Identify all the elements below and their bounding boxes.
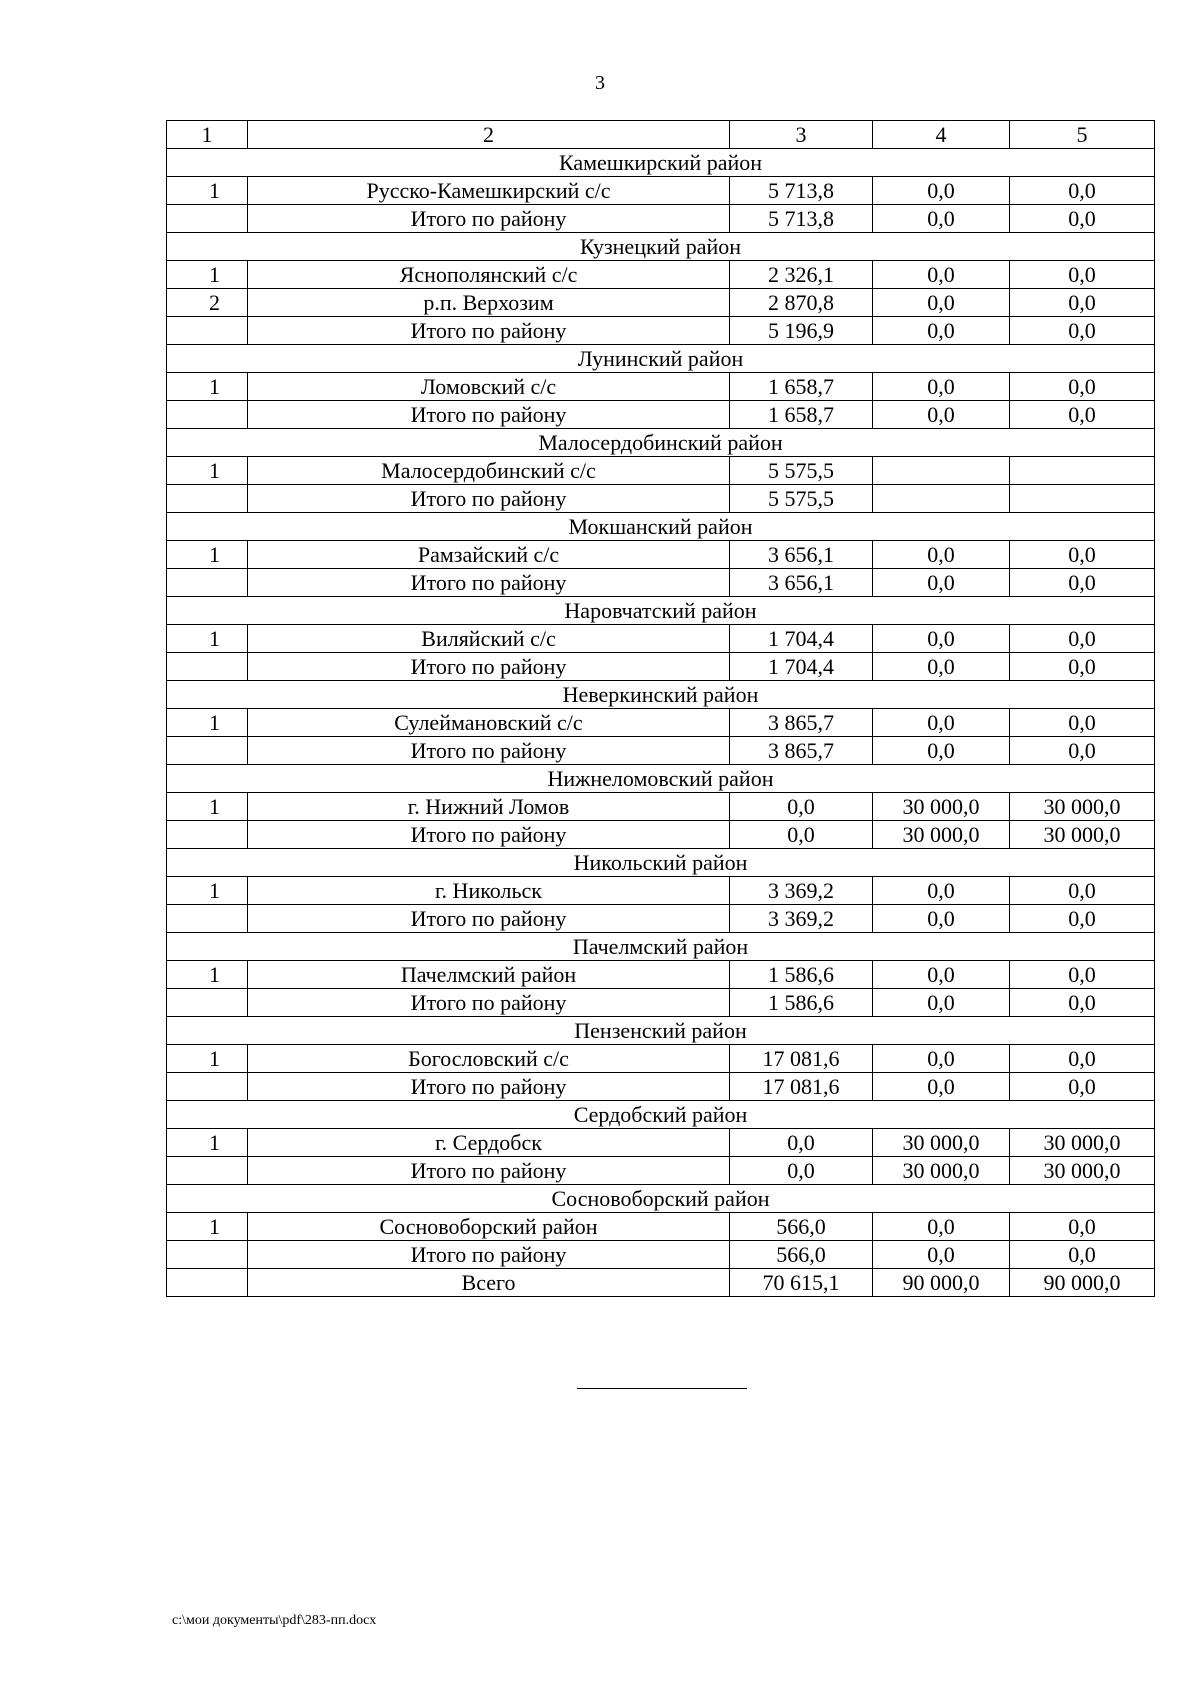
row-number-cell: 1: [167, 457, 248, 485]
value-cell-col5: 0,0: [1010, 1213, 1155, 1241]
value-cell-col3: 5 196,9: [730, 317, 873, 345]
value-cell-col5: 0,0: [1010, 709, 1155, 737]
table-row: [167, 625, 1155, 653]
row-number-cell: [167, 317, 248, 345]
subtotal-row: [167, 485, 1155, 513]
value-cell-col5: 30 000,0: [1010, 821, 1155, 849]
district-heading: Сердобский район: [167, 1101, 1155, 1129]
header-row: [167, 121, 1155, 149]
subtotal-row: [167, 989, 1155, 1017]
table-row: [167, 961, 1155, 989]
value-cell-col5: 30 000,0: [1010, 1129, 1155, 1157]
subtotal-row: [167, 569, 1155, 597]
value-cell-col3: 5 575,5: [730, 485, 873, 513]
row-number-cell: 1: [167, 1045, 248, 1073]
district-heading: Мокшанский район: [167, 513, 1155, 541]
row-name-cell: Рамзайский с/с: [248, 541, 730, 569]
value-cell-col5: 0,0: [1010, 401, 1155, 429]
table-row: [167, 1045, 1155, 1073]
value-cell-col3: 1 586,6: [730, 961, 873, 989]
row-number-cell: 1: [167, 541, 248, 569]
row-number-cell: [167, 569, 248, 597]
value-cell-col3: 566,0: [730, 1213, 873, 1241]
value-cell-col3: 3 865,7: [730, 737, 873, 765]
row-number-cell: 1: [167, 1213, 248, 1241]
row-name-cell: Богословский с/с: [248, 1045, 730, 1073]
value-cell-col5: 0,0: [1010, 1045, 1155, 1073]
value-cell-col5: 0,0: [1010, 961, 1155, 989]
value-cell-col5: 0,0: [1010, 261, 1155, 289]
row-number-cell: [167, 905, 248, 933]
row-name-cell: Итого по району: [248, 1157, 730, 1185]
district-heading: Лунинский район: [167, 345, 1155, 373]
row-name-cell: Итого по району: [248, 205, 730, 233]
value-cell-col5: 0,0: [1010, 177, 1155, 205]
district-heading: Неверкинский район: [167, 681, 1155, 709]
value-cell-col4: 0,0: [873, 709, 1010, 737]
district-heading: Кузнецкий район: [167, 233, 1155, 261]
value-cell-col4: [873, 485, 1010, 513]
value-cell-col3: 1 704,4: [730, 625, 873, 653]
row-number-cell: [167, 205, 248, 233]
value-cell-col3: 1 704,4: [730, 653, 873, 681]
row-name-cell: Итого по району: [248, 485, 730, 513]
value-cell-col3: 1 586,6: [730, 989, 873, 1017]
value-cell-col3: 0,0: [730, 1157, 873, 1185]
row-name-cell: Яснополянский с/с: [248, 261, 730, 289]
district-heading: Наровчатский район: [167, 597, 1155, 625]
row-number-cell: 1: [167, 709, 248, 737]
value-cell-col4: 0,0: [873, 961, 1010, 989]
value-cell-col4: 30 000,0: [873, 821, 1010, 849]
row-number-cell: 1: [167, 373, 248, 401]
value-cell-col5: 30 000,0: [1010, 793, 1155, 821]
row-name-cell: г. Сердобск: [248, 1129, 730, 1157]
value-cell-col3: 0,0: [730, 793, 873, 821]
value-cell-col4: 0,0: [873, 541, 1010, 569]
row-number-cell: 1: [167, 261, 248, 289]
row-name-cell: Итого по району: [248, 821, 730, 849]
row-number-cell: [167, 1157, 248, 1185]
row-name-cell: Итого по району: [248, 989, 730, 1017]
value-cell-col5: [1010, 485, 1155, 513]
value-cell-col5: 0,0: [1010, 541, 1155, 569]
district-heading-row: [167, 513, 1155, 541]
value-cell-col4: 0,0: [873, 905, 1010, 933]
row-name-cell: г. Никольск: [248, 877, 730, 905]
value-cell-col4: 0,0: [873, 177, 1010, 205]
value-cell-col4: [873, 457, 1010, 485]
row-name-cell: Итого по району: [248, 317, 730, 345]
subtotal-row: [167, 905, 1155, 933]
row-number-cell: 1: [167, 877, 248, 905]
subtotal-row: [167, 205, 1155, 233]
subtotal-row: [167, 401, 1155, 429]
row-name-cell: Малосердобинский с/с: [248, 457, 730, 485]
district-heading: Камешкирский район: [167, 149, 1155, 177]
value-cell-col3: 3 369,2: [730, 877, 873, 905]
district-heading: Нижнеломовский район: [167, 765, 1155, 793]
value-cell-col4: 30 000,0: [873, 1157, 1010, 1185]
value-cell-col5: 0,0: [1010, 989, 1155, 1017]
row-name-cell: р.п. Верхозим: [248, 289, 730, 317]
footer-file-path: c:\мои документы\pdf\283-пп.docx: [172, 1613, 377, 1628]
table-row: [167, 793, 1155, 821]
row-name-cell: Итого по району: [248, 1073, 730, 1101]
subtotal-row: [167, 821, 1155, 849]
row-name-cell: Итого по району: [248, 737, 730, 765]
value-cell-col4: 0,0: [873, 1045, 1010, 1073]
value-cell-col3: 17 081,6: [730, 1045, 873, 1073]
row-number-cell: [167, 737, 248, 765]
value-cell-col5: 0,0: [1010, 1073, 1155, 1101]
value-cell-col5: 0,0: [1010, 317, 1155, 345]
table-row: [167, 1129, 1155, 1157]
value-cell-col3: 1 658,7: [730, 373, 873, 401]
row-name-cell: Итого по району: [248, 569, 730, 597]
value-cell-col4: 90 000,0: [873, 1269, 1010, 1297]
value-cell-col5: 90 000,0: [1010, 1269, 1155, 1297]
row-number-cell: [167, 653, 248, 681]
row-name-cell: Виляйский с/с: [248, 625, 730, 653]
page-number: 3: [595, 72, 605, 94]
value-cell-col4: 0,0: [873, 737, 1010, 765]
row-number-cell: [167, 1269, 248, 1297]
table-row: [167, 709, 1155, 737]
value-cell-col4: 0,0: [873, 989, 1010, 1017]
value-cell-col5: 0,0: [1010, 737, 1155, 765]
district-heading-row: [167, 429, 1155, 457]
row-number-cell: 1: [167, 625, 248, 653]
value-cell-col4: 0,0: [873, 401, 1010, 429]
value-cell-col3: 0,0: [730, 821, 873, 849]
header-cell: 5: [1010, 121, 1155, 149]
row-number-cell: 1: [167, 1129, 248, 1157]
value-cell-col5: 0,0: [1010, 569, 1155, 597]
row-number-cell: 2: [167, 289, 248, 317]
row-number-cell: 1: [167, 961, 248, 989]
value-cell-col5: 0,0: [1010, 653, 1155, 681]
value-cell-col4: 0,0: [873, 289, 1010, 317]
row-number-cell: [167, 485, 248, 513]
value-cell-col5: 30 000,0: [1010, 1157, 1155, 1185]
table-body: [167, 121, 1155, 1297]
row-name-cell: Всего: [248, 1269, 730, 1297]
table-row: [167, 177, 1155, 205]
row-name-cell: Русско-Камешкирский с/с: [248, 177, 730, 205]
row-number-cell: [167, 401, 248, 429]
row-number-cell: [167, 1241, 248, 1269]
value-cell-col4: 0,0: [873, 373, 1010, 401]
value-cell-col5: 0,0: [1010, 373, 1155, 401]
table-row: [167, 289, 1155, 317]
budget-table: [166, 120, 1155, 1297]
district-heading-row: [167, 933, 1155, 961]
subtotal-row: [167, 653, 1155, 681]
district-heading-row: [167, 765, 1155, 793]
value-cell-col4: 0,0: [873, 625, 1010, 653]
value-cell-col4: 30 000,0: [873, 793, 1010, 821]
district-heading-row: [167, 345, 1155, 373]
value-cell-col3: 70 615,1: [730, 1269, 873, 1297]
table-row: [167, 877, 1155, 905]
row-name-cell: г. Нижний Ломов: [248, 793, 730, 821]
table-row: [167, 1213, 1155, 1241]
district-heading-row: [167, 849, 1155, 877]
header-cell: 2: [248, 121, 730, 149]
row-name-cell: Ломовский с/с: [248, 373, 730, 401]
value-cell-col5: [1010, 457, 1155, 485]
district-heading-row: [167, 681, 1155, 709]
row-name-cell: Итого по району: [248, 905, 730, 933]
table-row: [167, 261, 1155, 289]
subtotal-row: [167, 737, 1155, 765]
header-cell: 1: [167, 121, 248, 149]
value-cell-col3: 3 656,1: [730, 569, 873, 597]
district-heading-row: [167, 1017, 1155, 1045]
district-heading: Никольский район: [167, 849, 1155, 877]
table-row: [167, 541, 1155, 569]
value-cell-col3: 3 865,7: [730, 709, 873, 737]
district-heading: Сосновоборский район: [167, 1185, 1155, 1213]
value-cell-col5: 0,0: [1010, 625, 1155, 653]
value-cell-col3: 2 326,1: [730, 261, 873, 289]
value-cell-col4: 0,0: [873, 877, 1010, 905]
value-cell-col3: 17 081,6: [730, 1073, 873, 1101]
row-name-cell: Итого по району: [248, 401, 730, 429]
value-cell-col4: 0,0: [873, 569, 1010, 597]
value-cell-col4: 30 000,0: [873, 1129, 1010, 1157]
header-cell: 3: [730, 121, 873, 149]
district-heading: Пензенский район: [167, 1017, 1155, 1045]
table-row: [167, 373, 1155, 401]
grand-total-row: [167, 1269, 1155, 1297]
row-number-cell: [167, 989, 248, 1017]
district-heading: Малосердобинский район: [167, 429, 1155, 457]
value-cell-col5: 0,0: [1010, 905, 1155, 933]
value-cell-col4: 0,0: [873, 1213, 1010, 1241]
district-heading-row: [167, 233, 1155, 261]
value-cell-col3: 5 575,5: [730, 457, 873, 485]
separator-line: [577, 1388, 747, 1389]
district-heading-row: [167, 149, 1155, 177]
row-number-cell: 1: [167, 177, 248, 205]
value-cell-col5: 0,0: [1010, 205, 1155, 233]
value-cell-col5: 0,0: [1010, 1241, 1155, 1269]
value-cell-col3: 1 658,7: [730, 401, 873, 429]
row-name-cell: Сулеймановский с/с: [248, 709, 730, 737]
value-cell-col4: 0,0: [873, 1073, 1010, 1101]
subtotal-row: [167, 317, 1155, 345]
value-cell-col4: 0,0: [873, 653, 1010, 681]
subtotal-row: [167, 1073, 1155, 1101]
district-heading-row: [167, 597, 1155, 625]
subtotal-row: [167, 1157, 1155, 1185]
header-cell: 4: [873, 121, 1010, 149]
value-cell-col4: 0,0: [873, 317, 1010, 345]
value-cell-col4: 0,0: [873, 205, 1010, 233]
row-number-cell: 1: [167, 793, 248, 821]
value-cell-col3: 0,0: [730, 1129, 873, 1157]
row-name-cell: Пачелмский район: [248, 961, 730, 989]
row-name-cell: Итого по району: [248, 653, 730, 681]
row-number-cell: [167, 1073, 248, 1101]
value-cell-col3: 3 369,2: [730, 905, 873, 933]
subtotal-row: [167, 1241, 1155, 1269]
row-number-cell: [167, 821, 248, 849]
value-cell-col5: 0,0: [1010, 877, 1155, 905]
district-heading-row: [167, 1185, 1155, 1213]
row-name-cell: Сосновоборский район: [248, 1213, 730, 1241]
district-heading: Пачелмский район: [167, 933, 1155, 961]
row-name-cell: Итого по району: [248, 1241, 730, 1269]
value-cell-col5: 0,0: [1010, 289, 1155, 317]
value-cell-col3: 3 656,1: [730, 541, 873, 569]
value-cell-col4: 0,0: [873, 261, 1010, 289]
value-cell-col3: 5 713,8: [730, 177, 873, 205]
value-cell-col3: 5 713,8: [730, 205, 873, 233]
value-cell-col3: 2 870,8: [730, 289, 873, 317]
table-row: [167, 457, 1155, 485]
value-cell-col4: 0,0: [873, 1241, 1010, 1269]
district-heading-row: [167, 1101, 1155, 1129]
value-cell-col3: 566,0: [730, 1241, 873, 1269]
